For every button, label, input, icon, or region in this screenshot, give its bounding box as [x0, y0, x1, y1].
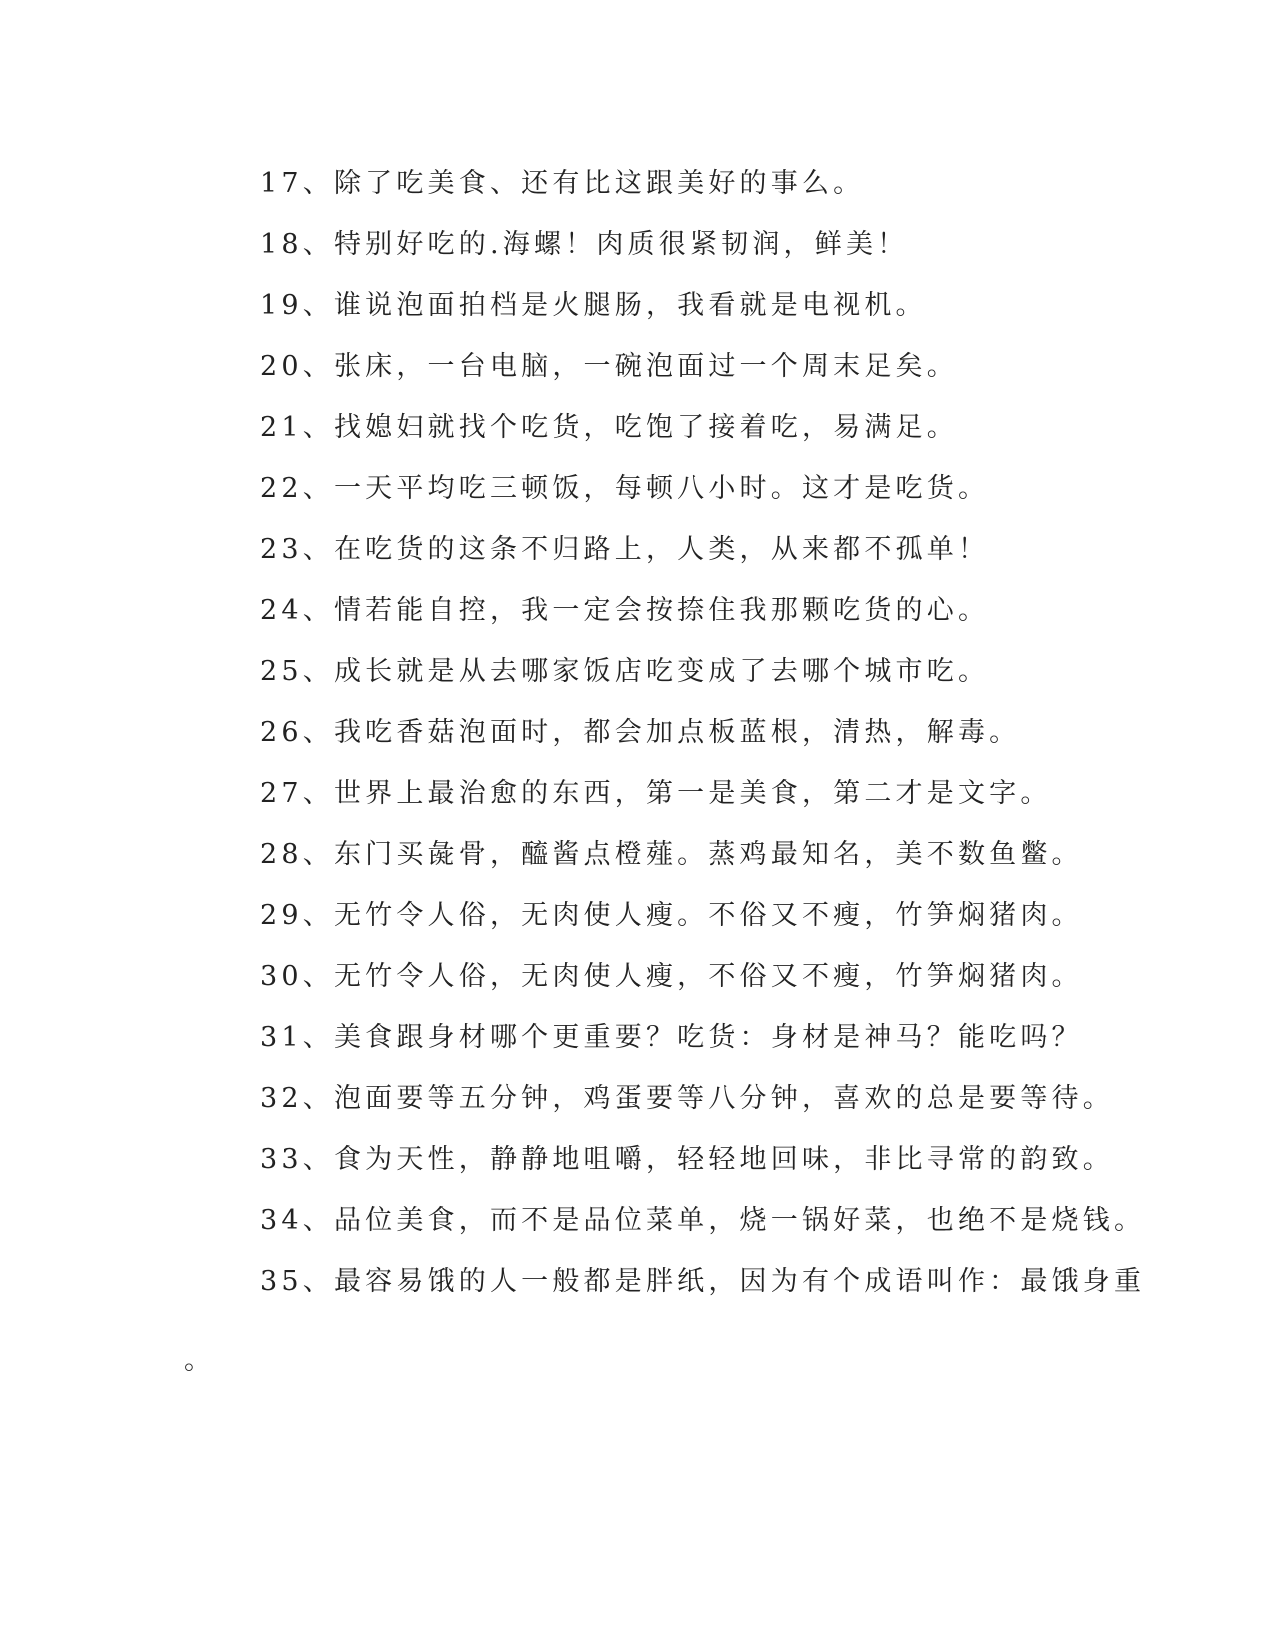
quote-line: 25、成长就是从去哪家饭店吃变成了去哪个城市吃。	[260, 656, 990, 687]
quote-line: 32、泡面要等五分钟，鸡蛋要等八分钟，喜欢的总是要等待。	[260, 1083, 1114, 1114]
quote-line: 27、世界上最治愈的东西，第一是美食，第二才是文字。	[260, 778, 1052, 809]
quote-line: 18、特别好吃的.海螺！肉质很紧韧润，鲜美！	[260, 229, 909, 260]
quote-line: 20、张床，一台电脑，一碗泡面过一个周末足矣。	[260, 351, 958, 382]
quote-line: 31、美食跟身材哪个更重要？吃货：身材是神马？能吃吗？	[260, 1022, 1083, 1053]
quote-line: 23、在吃货的这条不归路上，人类，从来都不孤单！	[260, 534, 990, 565]
quote-line: 34、品位美食，而不是品位菜单，烧一锅好菜，也绝不是烧钱。	[260, 1205, 1146, 1236]
quote-line: 21、找媳妇就找个吃货，吃饱了接着吃，易满足。	[260, 412, 958, 443]
quote-list	[260, 166, 1146, 1325]
trailing-period: 。	[184, 1345, 211, 1376]
quote-line: 30、无竹令人俗，无肉使人瘦，不俗又不瘦，竹笋焖猪肉。	[260, 961, 1083, 992]
quote-line: 26、我吃香菇泡面时，都会加点板蓝根，清热，解毒。	[260, 717, 1021, 748]
quote-line: 28、东门买彘骨，醯酱点橙薤。蒸鸡最知名，美不数鱼鳖。	[260, 839, 1083, 870]
quote-line: 35、最容易饿的人一般都是胖纸，因为有个成语叫作：最饿身重	[260, 1266, 1146, 1297]
quote-line: 17、除了吃美食、还有比这跟美好的事么。	[260, 168, 865, 199]
quote-line: 33、食为天性，静静地咀嚼，轻轻地回味，非比寻常的韵致。	[260, 1144, 1114, 1175]
quote-line: 24、情若能自控，我一定会按捺住我那颗吃货的心。	[260, 595, 990, 626]
quote-line: 29、无竹令人俗，无肉使人瘦。不俗又不瘦，竹笋焖猪肉。	[260, 900, 1083, 931]
quote-line: 22、一天平均吃三顿饭，每顿八小时。这才是吃货。	[260, 473, 990, 504]
quote-line: 19、谁说泡面拍档是火腿肠，我看就是电视机。	[260, 290, 927, 321]
